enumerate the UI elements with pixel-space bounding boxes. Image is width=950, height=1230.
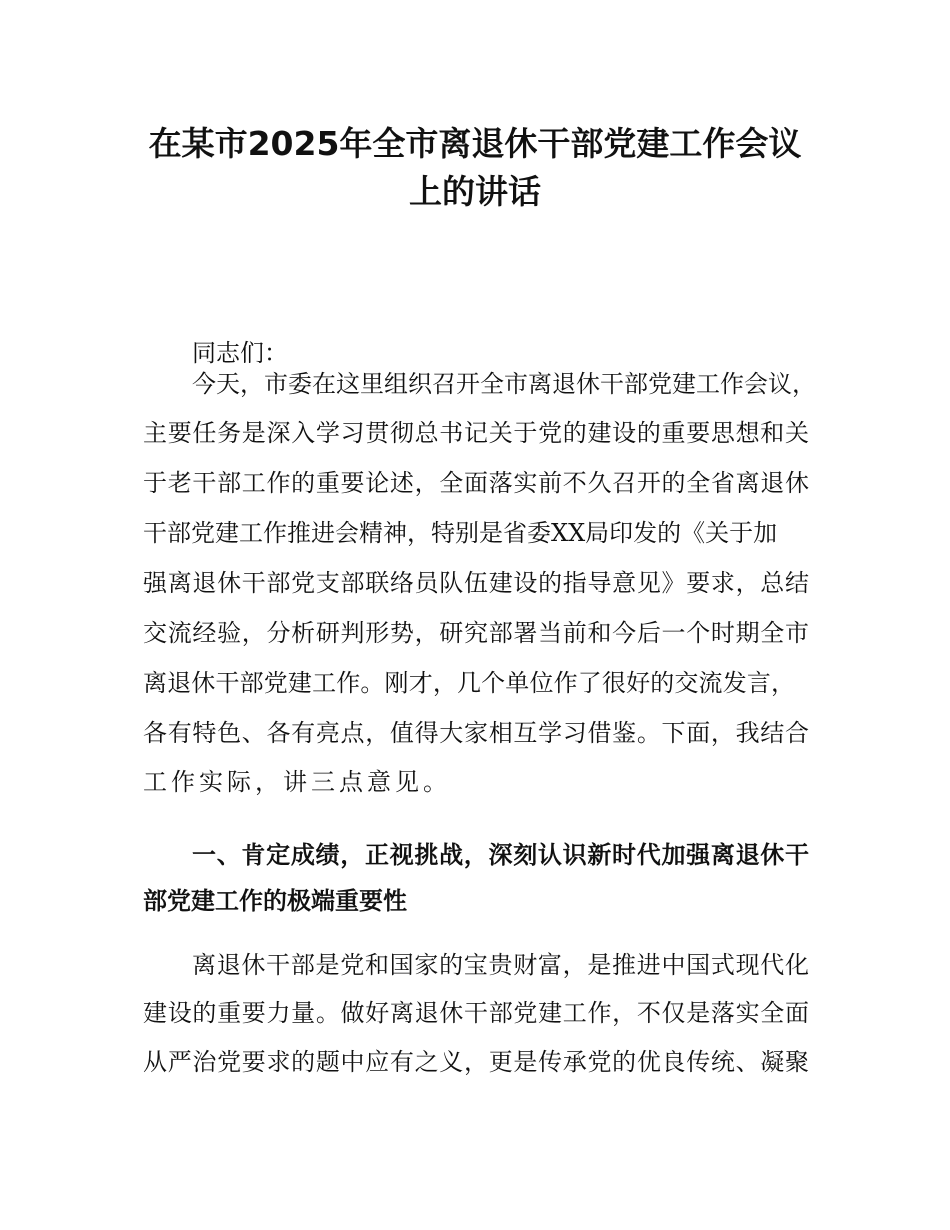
- document-title-line-1: 在某市2025年全市离退休干部党建工作会议: [148, 124, 802, 163]
- para2-line: 建设的重要力量。做好离退休干部党建工作，不仅是落实全面: [143, 999, 809, 1027]
- para1-line: 交流经验，分析研判形势，研究部署当前和今后一个时期全市: [143, 619, 809, 647]
- para1-line: 强离退休干部党支部联络员队伍建设的指导意见》要求，总结: [143, 569, 809, 597]
- greeting: 同志们：: [192, 339, 288, 367]
- para1-line: 于老干部工作的重要论述，全面落实前不久召开的全省离退休: [143, 469, 809, 497]
- para2-line: 离退休干部是党和国家的宝贵财富，是推进中国式现代化: [192, 951, 809, 979]
- document-title-line-2: 上的讲话: [409, 172, 541, 211]
- section-heading-line: 部党建工作的极端重要性: [143, 887, 407, 915]
- para1-line: 干部党建工作推进会精神，特别是省委XX局印发的《关于加: [143, 519, 778, 547]
- para1-line: 主要任务是深入学习贯彻总书记关于党的建设的重要思想和关: [143, 419, 809, 447]
- para2-line: 从严治党要求的题中应有之义，更是传承党的优良传统、凝聚: [143, 1048, 809, 1076]
- para1-line: 离退休干部党建工作。刚才，几个单位作了很好的交流发言，: [143, 669, 795, 697]
- para1-line: 今天，市委在这里组织召开全市离退休干部党建工作会议，: [192, 370, 816, 398]
- para1-line: 各有特色、各有亮点，值得大家相互学习借鉴。下面，我结合: [143, 719, 809, 747]
- section-heading-line: 一、肯定成绩，正视挑战，深刻认识新时代加强离退休干: [192, 841, 809, 869]
- para1-line: 工作实际，讲三点意见。: [143, 768, 451, 796]
